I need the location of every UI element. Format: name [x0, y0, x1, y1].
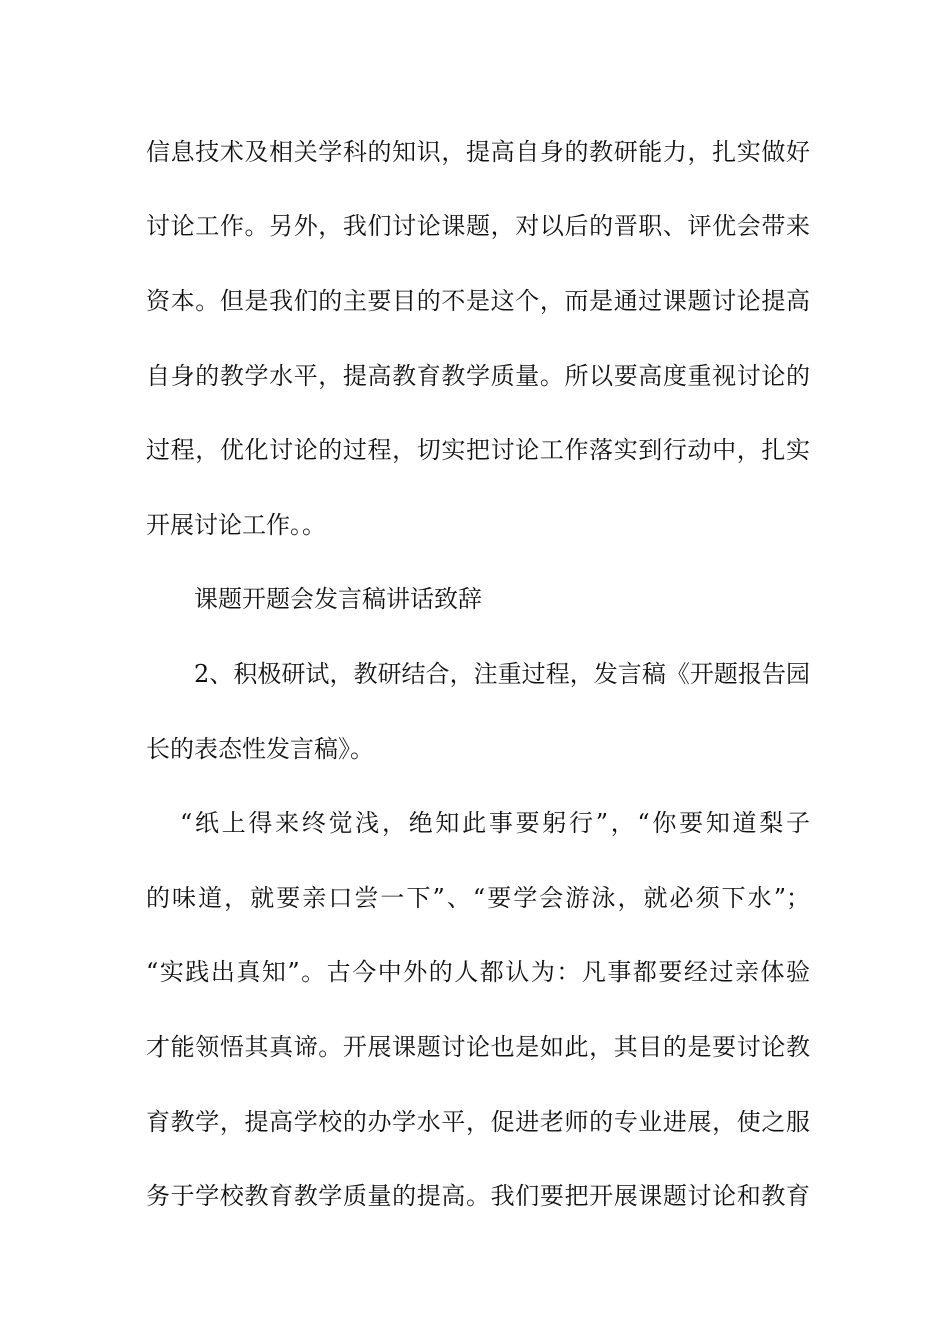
text-line: 才能领悟其真谛。开展课题讨论也是如此，其目的是要讨论教: [146, 1033, 810, 1061]
text-line: 务于学校教育教学质量的提高。我们要把开展课题讨论和教育: [146, 1182, 810, 1210]
text-line: “纸上得来终觉浅，绝知此事要躬行”，“你要知道梨子: [180, 809, 810, 837]
section-heading: 课题开题会发言稿讲话致辞: [194, 585, 482, 613]
text-line: 自身的教学水平，提高教育教学质量。所以要高度重视讨论的: [146, 362, 810, 390]
text-line: 过程，优化讨论的过程，切实把讨论工作落实到行动中，扎实: [146, 436, 810, 464]
text-line: 的味道，就要亲口尝一下”、“要学会游泳，就必须下水”；: [146, 884, 810, 912]
text-line: 讨论工作。另外，我们讨论课题，对以后的晋职、评优会带来: [146, 212, 810, 240]
text-line: 育教学，提高学校的办学水平，促进老师的专业进展，使之服: [146, 1108, 810, 1136]
text-line: 开展讨论工作。。: [146, 511, 326, 539]
text-line: 长的表态性发言稿》。: [146, 735, 374, 763]
text-line: 信息技术及相关学科的知识，提高自身的教研能力，扎实做好: [146, 138, 810, 166]
text-line: 资本。但是我们的主要目的不是这个，而是通过课题讨论提高: [146, 287, 810, 315]
text-line: “实践出真知”。古今中外的人都认为：凡事都要经过亲体验: [146, 958, 810, 986]
text-line: 2、积极研试，教研结合，注重过程，发言稿《开题报告园: [194, 660, 810, 688]
